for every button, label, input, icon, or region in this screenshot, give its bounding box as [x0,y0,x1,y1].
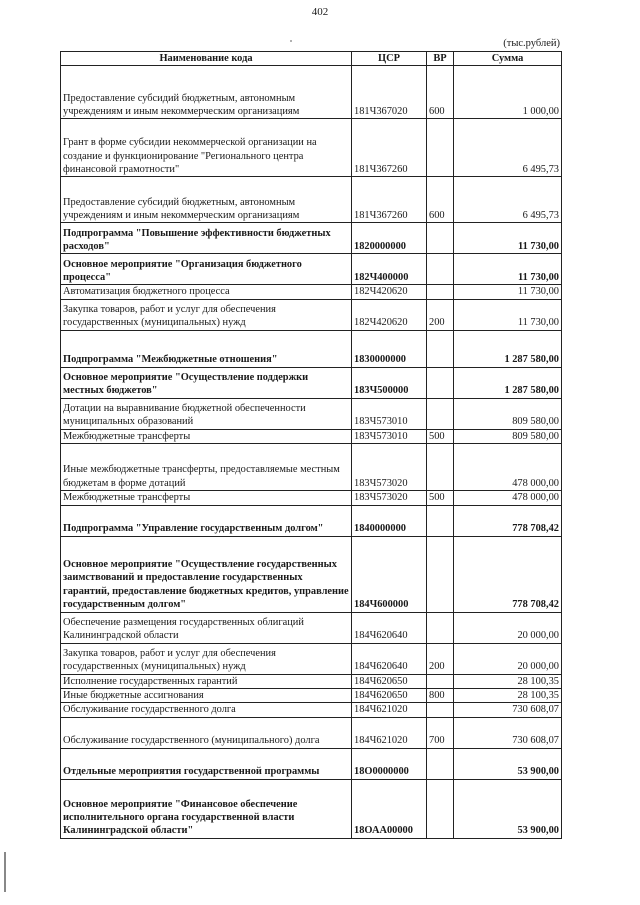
row-vr [427,119,454,177]
row-name: Межбюджетные трансферты [61,429,352,443]
row-sum: 6 495,73 [454,177,562,223]
row-name: Обслуживание государственного долга [61,703,352,717]
row-vr [427,748,454,779]
row-sum: 1 287 580,00 [454,367,562,398]
table-row [61,330,562,367]
row-sum: 11 730,00 [454,254,562,285]
table-row [61,674,562,688]
table-row [61,703,562,717]
row-vr [427,536,454,612]
row-csr: 183Ч573010 [352,429,427,443]
table-header-row [61,52,562,66]
row-sum: 20 000,00 [454,612,562,643]
row-vr [427,444,454,491]
row-csr: 184Ч620640 [352,643,427,674]
row-name: Подпрограмма "Повышение эффективности бюджетных расходов" [61,223,352,254]
row-sum: 1 000,00 [454,66,562,119]
row-sum: 478 000,00 [454,444,562,491]
row-csr: 182Ч420620 [352,285,427,299]
row-name: Закупка товаров, работ и услуг для обеспечения государственных (муниципальных) нужд [61,299,352,330]
table-row [61,536,562,612]
row-name: Отдельные мероприятия государственной программы [61,748,352,779]
row-csr: 18ОАА00000 [352,779,427,838]
budget-table [60,51,562,839]
row-csr: 183Ч573020 [352,444,427,491]
units-label: (тыс.рублей) [503,38,560,49]
row-vr [427,674,454,688]
row-csr: 184Ч621020 [352,717,427,748]
table-row [61,177,562,223]
header-sum: Сумма [454,52,562,66]
row-sum: 28 100,35 [454,674,562,688]
row-csr: 183Ч500000 [352,367,427,398]
row-name: Автоматизация бюджетного процесса [61,285,352,299]
row-vr [427,779,454,838]
row-csr: 184Ч620650 [352,689,427,703]
row-sum: 11 730,00 [454,299,562,330]
row-sum: 478 000,00 [454,491,562,505]
row-name: Грант в форме субсидии некоммерческой организации на создание и функционирование "Регионального центра финансовой грамотности" [61,119,352,177]
row-sum: 809 580,00 [454,429,562,443]
table-row [61,429,562,443]
row-sum: 778 708,42 [454,505,562,536]
row-name: Основное мероприятие "Финансовое обеспечение исполнительного органа государственной власти Калининградской области" [61,779,352,838]
row-vr: 500 [427,491,454,505]
row-name: Основное мероприятие "Осуществление государственных заимствований и предоставление государственных гарантий, предоставление бюджетных кредитов, управление государственным долгом" [61,536,352,612]
row-sum: 778 708,42 [454,536,562,612]
table-row [61,748,562,779]
row-csr: 184Ч620640 [352,612,427,643]
row-csr: 181Ч367260 [352,177,427,223]
row-name: Подпрограмма "Управление государственным долгом" [61,505,352,536]
table-row [61,505,562,536]
row-name: Обеспечение размещения государственных облигаций Калининградской области [61,612,352,643]
row-name: Исполнение государственных гарантий [61,674,352,688]
row-sum: 28 100,35 [454,689,562,703]
table-row [61,119,562,177]
row-vr [427,505,454,536]
table-row [61,643,562,674]
row-vr [427,330,454,367]
row-name: Основное мероприятие "Осуществление поддержки местных бюджетов" [61,367,352,398]
header-name: Наименование кода [61,52,352,66]
row-sum: 6 495,73 [454,119,562,177]
table-row [61,66,562,119]
row-sum: 11 730,00 [454,223,562,254]
row-name: Предоставление субсидий бюджетным, автономным учреждениям и иным некоммерческим организациям [61,177,352,223]
row-vr: 600 [427,66,454,119]
row-sum: 730 608,07 [454,703,562,717]
row-csr: 182Ч420620 [352,299,427,330]
row-csr: 1820000000 [352,223,427,254]
row-name: Межбюджетные трансферты [61,491,352,505]
scan-dot [290,40,292,42]
table-row [61,398,562,429]
row-sum: 20 000,00 [454,643,562,674]
row-sum: 11 730,00 [454,285,562,299]
row-sum: 730 608,07 [454,717,562,748]
row-name: Основное мероприятие "Организация бюджетного процесса" [61,254,352,285]
row-sum: 809 580,00 [454,398,562,429]
row-csr: 184Ч600000 [352,536,427,612]
row-name: Дотации на выравнивание бюджетной обеспеченности муниципальных образований [61,398,352,429]
table-row [61,689,562,703]
row-csr: 184Ч621020 [352,703,427,717]
row-name: Обслуживание государственного (муниципального) долга [61,717,352,748]
table-row [61,612,562,643]
row-sum: 53 900,00 [454,748,562,779]
table-row [61,223,562,254]
table-row [61,717,562,748]
row-name: Закупка товаров, работ и услуг для обеспечения государственных (муниципальных) нужд [61,643,352,674]
scan-margin-mark [4,852,6,892]
row-csr: 183Ч573010 [352,398,427,429]
row-csr: 181Ч367020 [352,66,427,119]
row-csr: 183Ч573020 [352,491,427,505]
table-row [61,299,562,330]
row-csr: 184Ч620650 [352,674,427,688]
table-row [61,491,562,505]
table-body [61,66,562,838]
row-name: Иные межбюджетные трансферты, предоставляемые местным бюджетам в форме дотаций [61,444,352,491]
row-vr [427,285,454,299]
row-vr [427,398,454,429]
table-row [61,367,562,398]
table-row [61,285,562,299]
row-vr: 200 [427,299,454,330]
row-csr: 18О0000000 [352,748,427,779]
row-name: Предоставление субсидий бюджетным, автономным учреждениям и иным некоммерческим организациям [61,66,352,119]
row-csr: 181Ч367260 [352,119,427,177]
row-vr: 600 [427,177,454,223]
row-vr: 500 [427,429,454,443]
page-number: 402 [311,6,329,18]
row-vr [427,703,454,717]
row-vr [427,367,454,398]
row-csr: 182Ч400000 [352,254,427,285]
row-vr [427,612,454,643]
row-sum: 1 287 580,00 [454,330,562,367]
row-name: Подпрограмма "Межбюджетные отношения" [61,330,352,367]
header-vr: ВР [427,52,454,66]
table-row [61,779,562,838]
header-csr: ЦСР [352,52,427,66]
row-name: Иные бюджетные ассигнования [61,689,352,703]
row-vr: 200 [427,643,454,674]
row-vr: 800 [427,689,454,703]
row-vr [427,223,454,254]
row-vr: 700 [427,717,454,748]
table-row [61,254,562,285]
table-row [61,444,562,491]
row-sum: 53 900,00 [454,779,562,838]
row-vr [427,254,454,285]
row-csr: 1830000000 [352,330,427,367]
row-csr: 1840000000 [352,505,427,536]
